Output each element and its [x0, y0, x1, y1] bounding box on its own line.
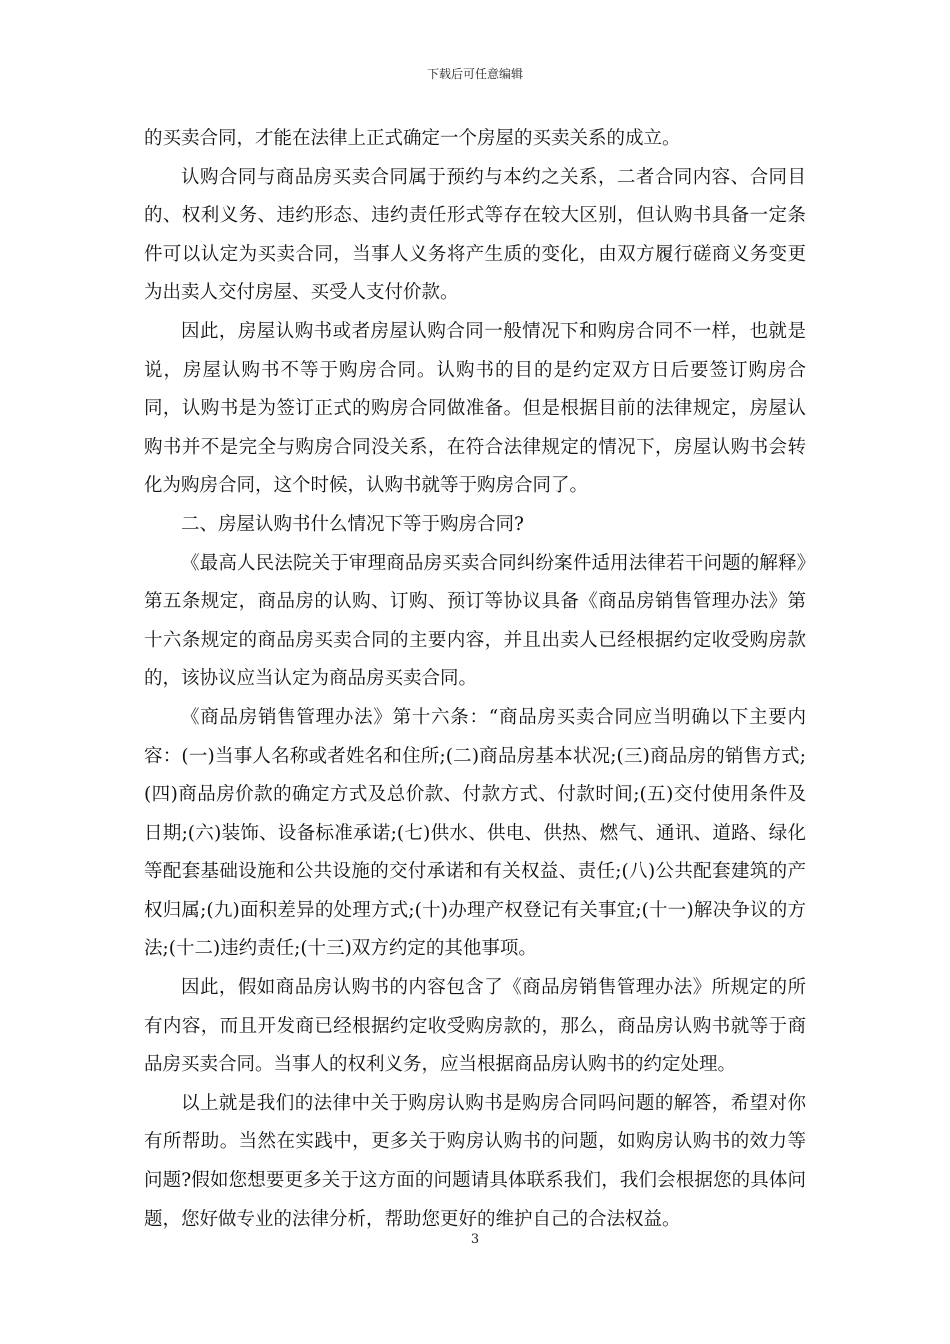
paragraph: 因此，假如商品房认购书的内容包含了《商品房销售管理办法》所规定的所有内容，而且开发商已经根据约定收受购房款的，那么，商品房认购书就等于商品房买卖合同。当事人的权利义务，应当根据商品房认购书的约定处理。: [144, 977, 806, 1076]
paragraph: 《最高人民法院关于审理商品房买卖合同纠纷案件适用法律若干问题的解释》第五条规定，商品房的认购、订购、预订等协议具备《商品房销售管理办法》第十六条规定的商品房买卖合同的主要内容，并且出卖人已经根据约定收受购房款的，该协议应当认定为商品房买卖合同。: [144, 552, 806, 690]
section-heading: 二、房屋认购书什么情况下等于购房合同?: [181, 513, 524, 535]
paragraph: 以上就是我们的法律中关于购房认购书是购房合同吗问题的解答，希望对你有所帮助。当然在实践中，更多关于购房认购书的问题，如购房认购书的效力等问题?假如您想要更多关于这方面的问题请具体联系我们，我们会根据您的具体问题，您好做专业的法律分析，帮助您更好的维护自己的合法权益。: [144, 1092, 806, 1230]
paragraph: 因此，房屋认购书或者房屋认购合同一般情况下和购房合同不一样，也就是说，房屋认购书不等于购房合同。认购书的目的是约定双方日后要签订购房合同，认购书是为签订正式的购房合同做准备。但是根据目前的法律规定，房屋认购书并不是完全与购房合同没关系，在符合法律规定的情况下，房屋认购书会转化为购房合同，这个时候，认购书就等于购房合同了。: [144, 320, 806, 497]
paragraph-continuation: 的买卖合同，才能在法律上正式确定一个房屋的买卖关系的成立。: [144, 128, 681, 149]
paragraph: 《商品房销售管理办法》第十六条：“商品房买卖合同应当明确以下主要内容：(一)当事人名称或者姓名和住所;(二)商品房基本状况;(三)商品房的销售方式;(四)商品房价款的确定方式及总价款、付款方式、付款时间;(五)交付使用条件及日期;(六)装饰、设备标准承诺;(七)供水、供电、供热、燃气、通讯、道路、绿化等配套基础设施和公共设施的交付承诺和有关权益、责任;(八)公共配套建筑的产权归属;(九)面积差异的处理方式;(十)办理产权登记有关事宜;(十一)解决争议的方法;(十二)违约责任;(十三)双方约定的其他事项。: [144, 706, 806, 960]
document-body: [144, 120, 806, 1239]
paragraph: 认购合同与商品房买卖合同属于预约与本约之关系，二者合同内容、合同目的、权利义务、违约形态、违约责任形式等存在较大区别，但认购书具备一定条件可以认定为买卖合同，当事人义务将产生质的变化，由双方履行磋商义务变更为出卖人交付房屋、买受人支付价款。: [144, 166, 806, 304]
page-number: 3: [470, 1232, 480, 1247]
page-header: 下载后可任意编辑: [426, 67, 523, 81]
